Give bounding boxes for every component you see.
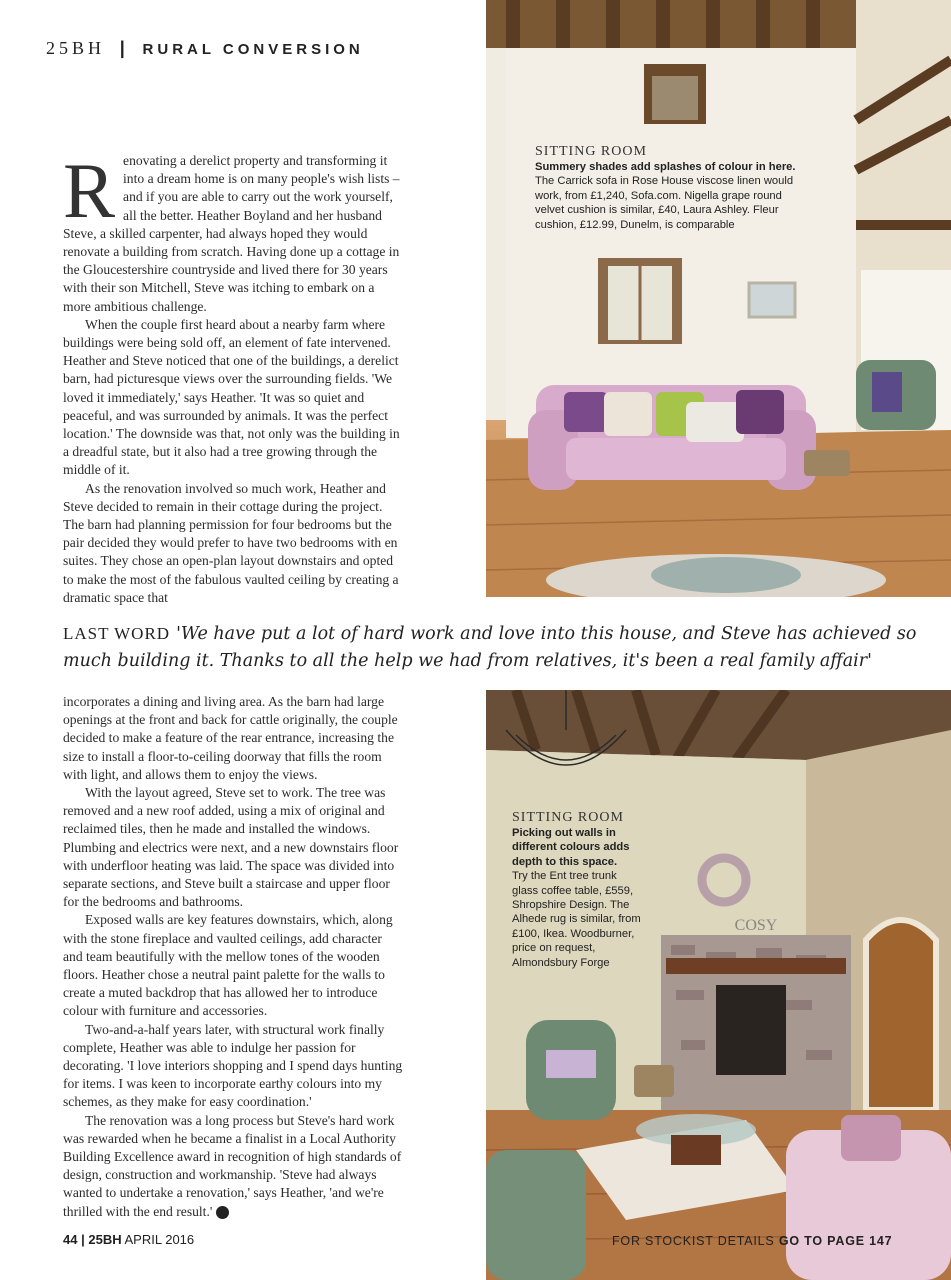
folio-magazine: 25BH bbox=[88, 1232, 122, 1247]
article-column-1 bbox=[63, 147, 401, 607]
folio-separator: | bbox=[81, 1232, 85, 1247]
article-paragraph: incorporates a dining and living area. As the barn had large openings at the front and back for cattle originally, the couple decided to make a feature of the rear entrance, increasing the size to install a floor-to-ceiling doorway that fills the room with light, and allows them to enjoy the views. bbox=[63, 694, 398, 782]
article-paragraph bbox=[63, 147, 401, 316]
header-magazine: 25BH bbox=[46, 38, 106, 58]
photo-caption-2 bbox=[512, 810, 642, 970]
sitting-room-illustration-1 bbox=[486, 0, 951, 597]
caption-title: SITTING ROOM bbox=[535, 144, 647, 159]
page-number: 44 bbox=[63, 1232, 78, 1247]
caption-lead: Summery shades add splashes of colour in here. bbox=[535, 161, 796, 173]
paragraph-text: enovating a derelict property and transforming it into a dream home is on many people's wish lists – and if you are able to carry out the work yourself, all the better. Heather Boyland and her husband Steve, a skilled carpenter, had always hoped they would renovate a building from scratch. Having done up a cottage in the Gloucestershire countryside and lived there for 30 years with their son Mitchell, Steve was itching to embark on a more ambitious challenge. bbox=[63, 153, 400, 314]
section-header bbox=[46, 38, 364, 59]
caption-lead: Picking out walls in different colours adds depth to this space. bbox=[512, 827, 630, 868]
sitting-room-photo-1 bbox=[486, 0, 951, 597]
header-separator: | bbox=[119, 38, 128, 58]
header-section: RURAL CONVERSION bbox=[142, 41, 364, 58]
folio-issue: APRIL 2016 bbox=[124, 1232, 195, 1247]
caption-body: The Carrick sofa in Rose House viscose linen would work, from £1,240, Sofa.com. Nigella grape round velvet cushion is similar, £40, Laura Ashley. Fleur cushion, £12.99, Dunelm, is comparable bbox=[535, 175, 794, 231]
drop-cap: R bbox=[63, 147, 116, 234]
photo-caption-1 bbox=[535, 144, 803, 232]
stockist-note bbox=[612, 1234, 892, 1248]
page-folio bbox=[63, 1232, 194, 1247]
pull-quote-label: LAST WORD bbox=[63, 624, 171, 643]
stockist-page-link: GO TO PAGE 147 bbox=[778, 1234, 893, 1248]
caption-title: SITTING ROOM bbox=[512, 810, 624, 825]
article-paragraph: Exposed walls are key features downstairs, which, along with the stone fireplace and vaulted ceilings, add character and team beautifully with the mellow tones of the wooden floors. Heather chose a neutral paint palette for the walls to create a muted backdrop that has allowed her to introduce colour with furniture and accessories. bbox=[63, 912, 393, 1019]
article-paragraph: When the couple first heard about a nearby farm where buildings were being sold off, an element of fate intervened. Heather and Steve noticed that one of the buildings, a derelict barn, had picturesque views over the surrounding fields. 'We loved it immediately,' says Heather. 'It was so quiet and peaceful, and was surrounded by animals. It was the perfect location.' The downside was that, not only was the building in a dreadful state, but it also had a tree growing through the middle of it. bbox=[63, 316, 400, 478]
article-paragraph bbox=[63, 1112, 403, 1221]
paragraph-text: The renovation was a long process but Steve's hard work was rewarded when he became a finalist in a Local Authority Building Excellence award in recognition of high standards of design, construction and workmanship. 'Steve had always wanted to undertake a renovation,' says Heather, 'and we're thrilled with the end result.' bbox=[63, 1112, 402, 1219]
article-paragraph: With the layout agreed, Steve set to work. The tree was removed and a new roof added, using a mix of original and reclaimed tiles, then he made and installed the windows. Plumbing and electrics were next, and a new downstairs floor with underfloor heating was laid. The space was divided into separate sections, and Steve built a staircase and upper floor for the bedrooms and bathrooms. bbox=[63, 785, 399, 910]
cosy-sign: COSY bbox=[734, 917, 778, 934]
sitting-room-photo-2 bbox=[486, 690, 951, 1280]
caption-body: Try the Ent tree trunk glass coffee table, £559, Shropshire Design. The Alhede rug is similar, from £100, Ikea. Woodburner, price on request, Almondsbury Forge bbox=[512, 870, 641, 969]
stockist-label: FOR STOCKIST DETAILS bbox=[612, 1234, 775, 1248]
article-paragraph: Two-and-a-half years later, with structural work finally complete, Heather was able to indulge her passion for decorating. 'I love interiors shopping and I spend days hunting for items. I was keen to incorporate earthy colours into my schemes, as they make for easy coordination.' bbox=[63, 1021, 403, 1110]
sitting-room-illustration-2 bbox=[486, 690, 951, 1280]
article-column-2 bbox=[63, 693, 403, 1221]
pull-quote bbox=[63, 620, 923, 674]
end-mark-icon: 25 bbox=[216, 1206, 229, 1219]
pull-quote-text: 'We have put a lot of hard work and love into this house, and Steve has achieved so much building it. Thanks to all the help we had from relatives, it's been a real family affair' bbox=[63, 624, 917, 671]
article-paragraph: As the renovation involved so much work, Heather and Steve decided to remain in their cottage during the project. The barn had planning permission for four bedrooms but the pair decided they would prefer to have two bedrooms with en suites. They chose an open-plan layout downstairs and opted to make the most of the fabulous vaulted ceiling by creating a dramatic space that bbox=[63, 480, 399, 605]
